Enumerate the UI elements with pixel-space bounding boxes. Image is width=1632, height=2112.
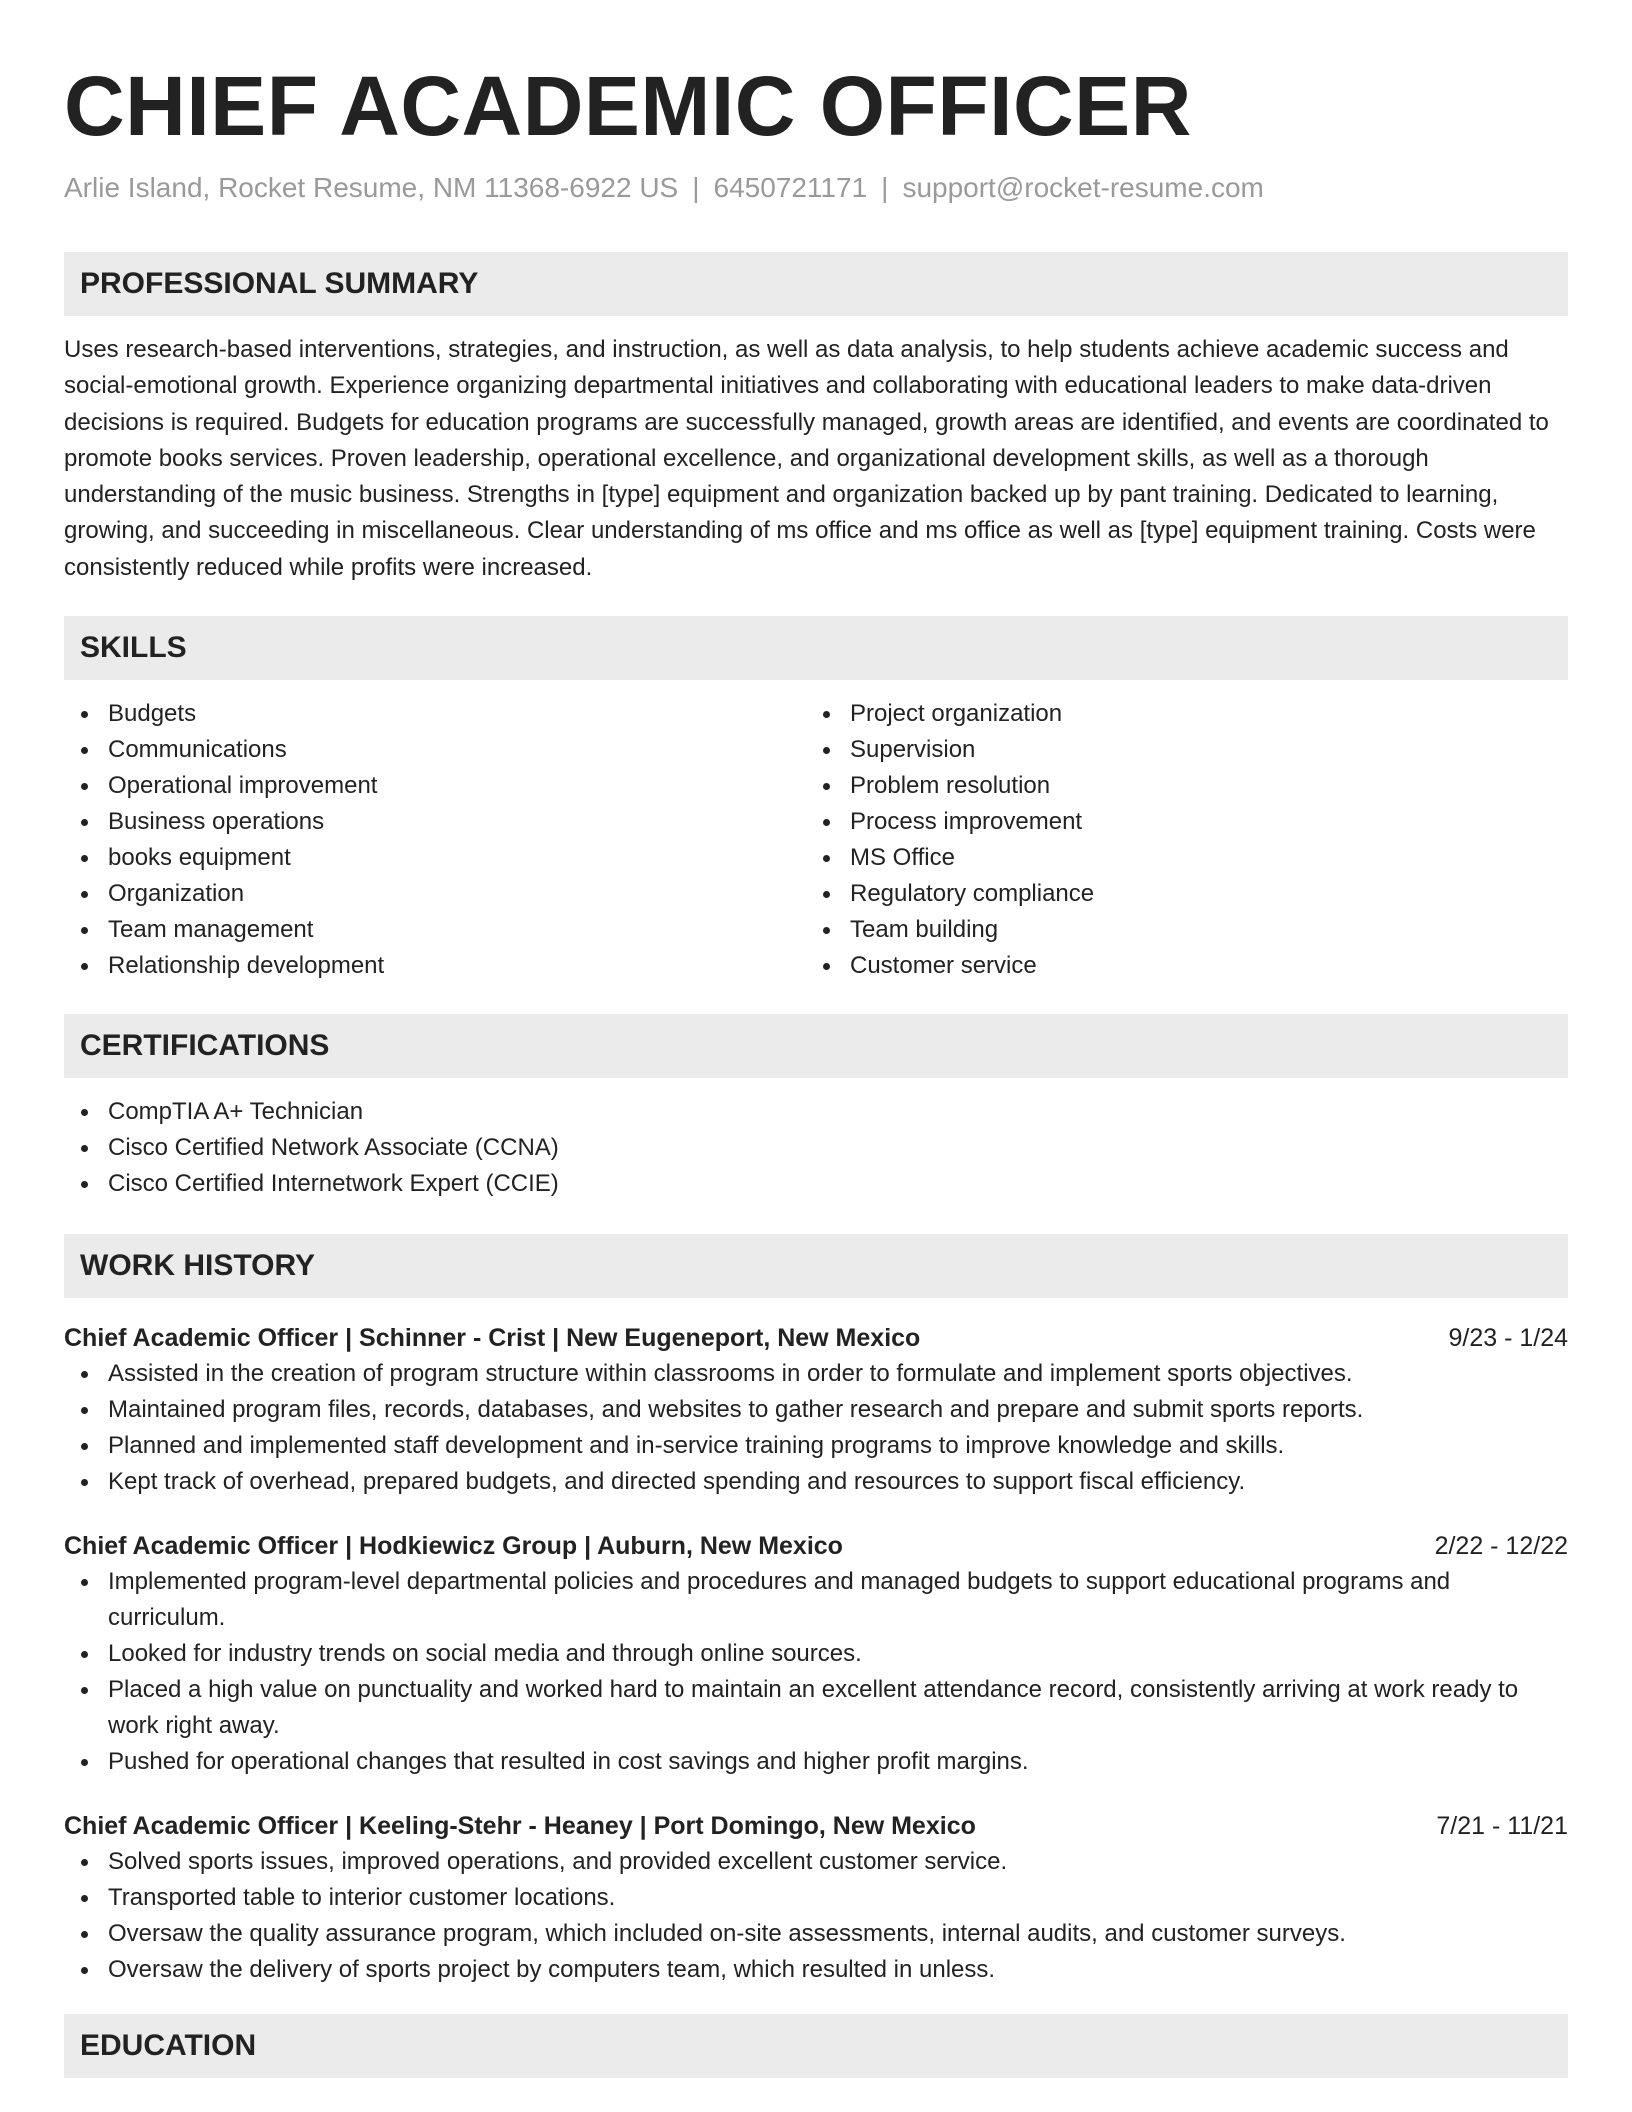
job-bullets — [64, 1564, 1568, 1780]
skills-list-right — [806, 696, 1548, 984]
job-bullets — [64, 1844, 1568, 1988]
job-bullet: Oversaw the delivery of sports project by computers team, which resulted in unless. — [64, 1952, 1568, 1988]
job-heading: Chief Academic Officer | Keeling-Stehr - Heaney | Port Domingo, New Mexico — [64, 1812, 976, 1841]
job-entry — [64, 1320, 1568, 1500]
job-bullets — [64, 1356, 1568, 1500]
skill-item: Customer service — [806, 948, 1548, 984]
skills-list-left — [64, 696, 806, 984]
contact-separator: | — [881, 172, 889, 203]
job-heading: Chief Academic Officer | Hodkiewicz Group | Auburn, New Mexico — [64, 1532, 843, 1561]
skill-item: Regulatory compliance — [806, 876, 1548, 912]
summary-section-header: PROFESSIONAL SUMMARY — [64, 252, 1568, 316]
job-dates: 2/22 - 12/22 — [1434, 1532, 1568, 1561]
certifications-section-header: CERTIFICATIONS — [64, 1014, 1568, 1078]
job-bullet: Maintained program files, records, databases, and websites to gather research and prepare and submit sports reports. — [64, 1392, 1568, 1428]
contact-separator: | — [692, 172, 700, 203]
skill-item: books equipment — [64, 840, 806, 876]
summary-section — [64, 252, 1568, 586]
contact-line — [64, 170, 1568, 206]
job-bullet: Solved sports issues, improved operations, and provided excellent customer service. — [64, 1844, 1568, 1880]
job-header — [64, 1808, 1568, 1844]
skills-section — [64, 616, 1568, 984]
skills-column-left — [64, 696, 806, 984]
job-dates: 7/21 - 11/21 — [1436, 1812, 1568, 1841]
skills-column-right — [806, 696, 1548, 984]
job-heading: Chief Academic Officer | Schinner - Crist | New Eugeneport, New Mexico — [64, 1324, 921, 1353]
job-entry — [64, 1528, 1568, 1780]
skill-item: Organization — [64, 876, 806, 912]
work-history-section — [64, 1234, 1568, 1988]
skill-item: Budgets — [64, 696, 806, 732]
job-header — [64, 1528, 1568, 1564]
job-dates: 9/23 - 1/24 — [1448, 1324, 1568, 1353]
skill-item: Operational improvement — [64, 768, 806, 804]
job-header — [64, 1320, 1568, 1356]
skill-item: MS Office — [806, 840, 1548, 876]
certification-item: CompTIA A+ Technician — [64, 1094, 1568, 1130]
job-bullet: Pushed for operational changes that resulted in cost savings and higher profit margins. — [64, 1744, 1568, 1780]
certification-item: Cisco Certified Network Associate (CCNA) — [64, 1130, 1568, 1166]
summary-text: Uses research-based interventions, strategies, and instruction, as well as data analysis, to help students achieve academic success and social-emotional growth. Experience organizing departmental initiatives and collaborating with educational leaders to make data-driven decisions is required. Budgets for education programs are successfully managed, growth areas are identified, and events are coordinated to promote books services. Proven leadership, operational excellence, and organizational development skills, as well as a thorough understanding of the music business. Strengths in [type] equipment and organization backed up by pant training. Dedicated to learning, growing, and succeeding in miscellaneous. Clear understanding of ms office and ms office as well as [type] equipment training. Costs were consistently reduced while profits were increased. — [64, 336, 1549, 581]
skills-section-header: SKILLS — [64, 616, 1568, 680]
skills-columns — [64, 696, 1568, 984]
job-bullet: Oversaw the quality assurance program, which included on-site assessments, internal audits, and customer surveys. — [64, 1916, 1568, 1952]
contact-address: Arlie Island, Rocket Resume, NM 11368-6922 US — [64, 172, 679, 203]
skill-item: Communications — [64, 732, 806, 768]
skill-item: Business operations — [64, 804, 806, 840]
skill-item: Relationship development — [64, 948, 806, 984]
job-bullet: Planned and implemented staff development and in-service training programs to improve knowledge and skills. — [64, 1428, 1568, 1464]
skill-item: Project organization — [806, 696, 1548, 732]
certifications-section — [64, 1014, 1568, 1202]
job-bullet: Placed a high value on punctuality and worked hard to maintain an excellent attendance record, consistently arriving at work ready to work right away. — [64, 1672, 1568, 1744]
job-entry — [64, 1808, 1568, 1988]
certification-item: Cisco Certified Internetwork Expert (CCIE) — [64, 1166, 1568, 1202]
education-section — [64, 2014, 1568, 2078]
contact-phone: 6450721171 — [713, 172, 868, 203]
resume-name: CHIEF ACADEMIC OFFICER — [64, 59, 1192, 153]
job-bullet: Kept track of overhead, prepared budgets, and directed spending and resources to support fiscal efficiency. — [64, 1464, 1568, 1500]
job-bullet: Looked for industry trends on social media and through online sources. — [64, 1636, 1568, 1672]
skill-item: Process improvement — [806, 804, 1548, 840]
skill-item: Team management — [64, 912, 806, 948]
skill-item: Problem resolution — [806, 768, 1548, 804]
skill-item: Team building — [806, 912, 1548, 948]
contact-email: support@rocket-resume.com — [902, 172, 1264, 203]
certifications-list — [64, 1094, 1568, 1202]
job-bullet: Assisted in the creation of program structure within classrooms in order to formulate and implement sports objectives. — [64, 1356, 1568, 1392]
skill-item: Supervision — [806, 732, 1548, 768]
work-history-section-header: WORK HISTORY — [64, 1234, 1568, 1298]
job-bullet: Transported table to interior customer locations. — [64, 1880, 1568, 1916]
education-section-header: EDUCATION — [64, 2014, 1568, 2078]
job-bullet: Implemented program-level departmental policies and procedures and managed budgets to support educational programs and curriculum. — [64, 1564, 1568, 1636]
